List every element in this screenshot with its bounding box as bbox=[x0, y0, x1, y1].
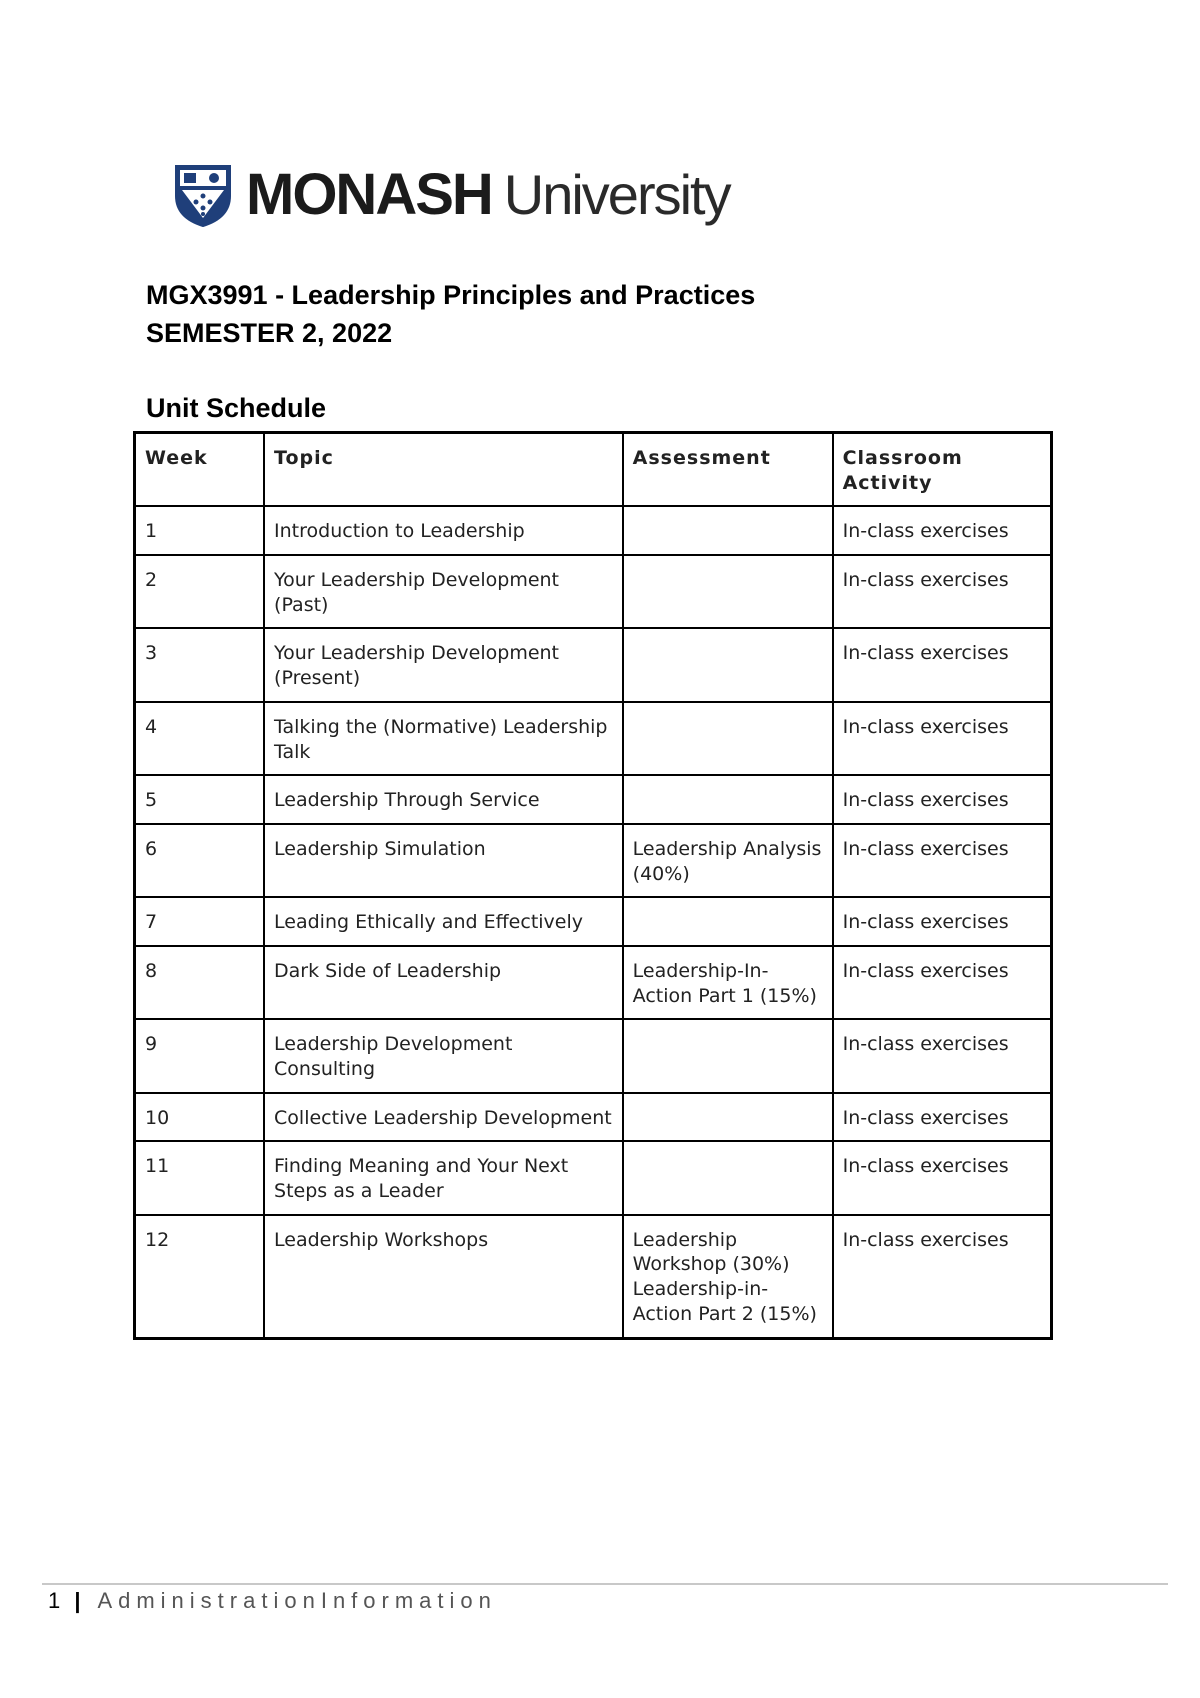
table-row bbox=[135, 702, 1052, 775]
activity-cell: In-class exercises bbox=[833, 628, 1052, 701]
table-row bbox=[135, 897, 1052, 946]
activity-cell: In-class exercises bbox=[833, 506, 1052, 555]
page-number: 1 bbox=[48, 1588, 63, 1613]
footer-divider bbox=[42, 1583, 1168, 1585]
assessment-line: Leadership Workshop (30%) bbox=[632, 1228, 790, 1276]
topic-cell: Your Leadership Development (Past) bbox=[264, 555, 623, 628]
assessment-cell: Leadership-In-Action Part 1 (15%) bbox=[623, 946, 833, 1019]
week-cell: 3 bbox=[135, 628, 265, 701]
activity-cell: In-class exercises bbox=[833, 824, 1052, 897]
activity-cell: In-class exercises bbox=[833, 1019, 1052, 1092]
assessment-cell bbox=[623, 1093, 833, 1142]
column-header-classroom-activity: Classroom Activity bbox=[833, 433, 1052, 507]
assessment-line: Leadership-in-Action Part 2 (15%) bbox=[632, 1278, 817, 1325]
monash-crest-icon bbox=[172, 162, 234, 228]
week-cell: 1 bbox=[135, 506, 265, 555]
assessment-cell bbox=[623, 1019, 833, 1092]
table-header-row bbox=[135, 433, 1052, 507]
assessment-cell bbox=[623, 775, 833, 824]
logo-brand-strong: MONASH bbox=[246, 162, 492, 227]
table-row bbox=[135, 775, 1052, 824]
table-row bbox=[135, 628, 1052, 701]
activity-cell: In-class exercises bbox=[833, 555, 1052, 628]
assessment-cell bbox=[623, 1141, 833, 1214]
table-row bbox=[135, 824, 1052, 897]
topic-cell: Leadership Simulation bbox=[264, 824, 623, 897]
activity-cell: In-class exercises bbox=[833, 775, 1052, 824]
assessment-cell bbox=[623, 506, 833, 555]
unit-schedule-table bbox=[133, 431, 1053, 1340]
university-logo bbox=[172, 160, 730, 230]
topic-cell: Collective Leadership Development bbox=[264, 1093, 623, 1142]
activity-cell: In-class exercises bbox=[833, 1215, 1052, 1338]
topic-cell: Leadership Development Consulting bbox=[264, 1019, 623, 1092]
footer-separator: | bbox=[74, 1588, 87, 1613]
column-header-topic: Topic bbox=[264, 433, 623, 507]
table-row bbox=[135, 1141, 1052, 1214]
activity-cell: In-class exercises bbox=[833, 1093, 1052, 1142]
activity-cell: In-class exercises bbox=[833, 702, 1052, 775]
table-row bbox=[135, 555, 1052, 628]
table-row bbox=[135, 506, 1052, 555]
week-cell: 12 bbox=[135, 1215, 265, 1338]
week-cell: 7 bbox=[135, 897, 265, 946]
week-cell: 11 bbox=[135, 1141, 265, 1214]
column-header-assessment: Assessment bbox=[623, 433, 833, 507]
topic-cell: Talking the (Normative) Leadership Talk bbox=[264, 702, 623, 775]
semester-title: SEMESTER 2, 2022 bbox=[146, 318, 393, 348]
assessment-cell bbox=[623, 897, 833, 946]
topic-cell: Introduction to Leadership bbox=[264, 506, 623, 555]
week-cell: 5 bbox=[135, 775, 265, 824]
activity-cell: In-class exercises bbox=[833, 897, 1052, 946]
page-footer bbox=[48, 1588, 497, 1614]
topic-cell: Dark Side of Leadership bbox=[264, 946, 623, 1019]
week-cell: 6 bbox=[135, 824, 265, 897]
week-cell: 8 bbox=[135, 946, 265, 1019]
logo-brand-light: University bbox=[503, 163, 730, 226]
topic-cell: Leading Ethically and Effectively bbox=[264, 897, 623, 946]
column-header-week: Week bbox=[135, 433, 265, 507]
topic-cell: Finding Meaning and Your Next Steps as a Leader bbox=[264, 1141, 623, 1214]
topic-cell: Your Leadership Development (Present) bbox=[264, 628, 623, 701]
week-cell: 9 bbox=[135, 1019, 265, 1092]
topic-cell: Leadership Workshops bbox=[264, 1215, 623, 1338]
footer-label: AdministrationInformation bbox=[97, 1588, 497, 1613]
table-row bbox=[135, 1019, 1052, 1092]
table-row bbox=[135, 1215, 1052, 1338]
assessment-cell bbox=[623, 628, 833, 701]
assessment-cell bbox=[623, 555, 833, 628]
week-cell: 2 bbox=[135, 555, 265, 628]
section-title: Unit Schedule bbox=[146, 393, 327, 423]
activity-cell: In-class exercises bbox=[833, 946, 1052, 1019]
topic-cell: Leadership Through Service bbox=[264, 775, 623, 824]
week-cell: 4 bbox=[135, 702, 265, 775]
assessment-cell: Leadership Analysis (40%) bbox=[623, 824, 833, 897]
assessment-cell bbox=[623, 1215, 833, 1338]
table-row bbox=[135, 1093, 1052, 1142]
table-row bbox=[135, 946, 1052, 1019]
assessment-cell bbox=[623, 702, 833, 775]
course-title: MGX3991 - Leadership Principles and Practices bbox=[146, 280, 756, 310]
logo-wordmark bbox=[246, 162, 730, 227]
activity-cell: In-class exercises bbox=[833, 1141, 1052, 1214]
week-cell: 10 bbox=[135, 1093, 265, 1142]
